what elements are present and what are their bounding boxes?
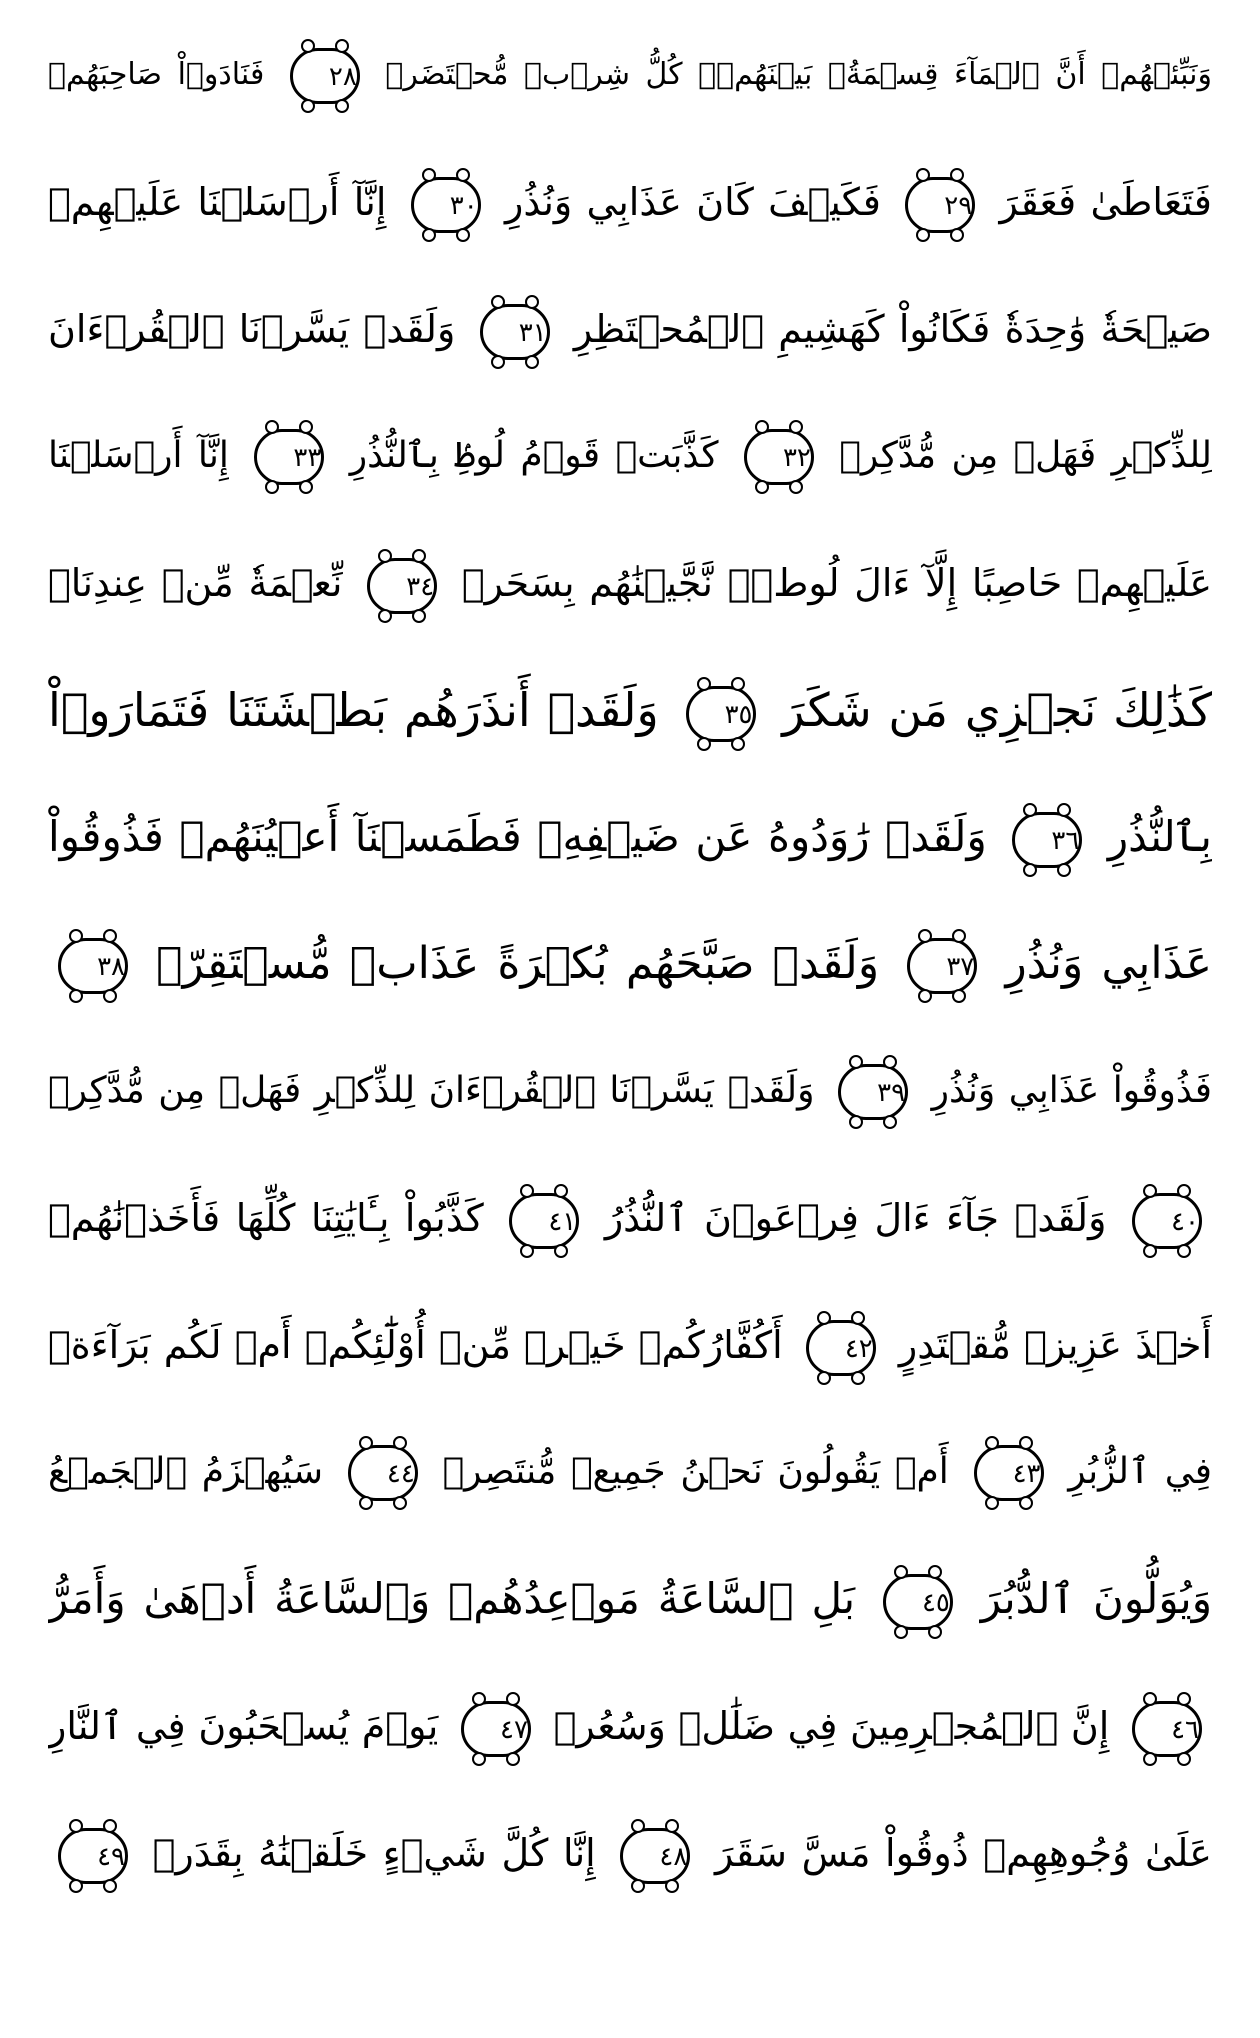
text-line [48, 782, 1212, 892]
verse-text: فَذُوقُواْ عَذَابِي وَنُذُرِ [931, 1070, 1212, 1111]
text-line [48, 655, 1212, 765]
verse-text: عَلَىٰ وُجُوهِهِمۡ ذُوقُواْ مَسَّ سَقَرَ [714, 1831, 1212, 1875]
ayah-number-marker: ٣٥ [686, 686, 756, 742]
ayah-number-marker: ٣٠ [411, 177, 481, 233]
ayah-number-marker: ٣٩ [838, 1064, 908, 1120]
verse-text: فَتَعَاطَىٰ فَعَقَرَ [999, 180, 1212, 224]
ayah-number-marker: ٤٧ [461, 1701, 531, 1757]
verse-text: إِنَّا كُلَّ شَيۡءٍ خَلَقۡنَٰهُ بِقَدَرٖ [152, 1831, 596, 1875]
ayah-number-marker: ٤٩ [58, 1828, 128, 1884]
verse-text: بِٱلنُّذُرِ [1107, 812, 1212, 861]
text-line [48, 528, 1212, 638]
ayah-number-marker: ٤٨ [620, 1828, 690, 1884]
ayah-number-marker: ٣٦ [1012, 812, 1082, 868]
verse-text: وَنَبِّئۡهُمۡ أَنَّ ٱلۡمَآءَ قِسۡمَةُۢ بَيۡنَهُمۡۖ كُلُّ شِرۡبٖ مُّحۡتَضَرٞ [385, 57, 1212, 92]
text-line [48, 1798, 1212, 1908]
ayah-number-marker: ٢٨ [290, 48, 360, 104]
text-line [48, 147, 1212, 257]
verse-text: لِلذِّكۡرِ فَهَلۡ مِن مُّدَّكِرٖ [839, 435, 1212, 476]
text-line [48, 1544, 1212, 1654]
verse-text: فَنَادَوۡاْ صَاحِبَهُمۡ [48, 57, 265, 92]
ayah-number-marker: ٢٩ [905, 177, 975, 233]
ayah-number-marker: ٤٦ [1132, 1701, 1202, 1757]
ayah-number-marker: ٣٢ [744, 429, 814, 485]
verse-text: صَيۡحَةٗ وَٰحِدَةٗ فَكَانُواْ كَهَشِيمِ ٱلۡمُحۡتَظِرِ [573, 307, 1212, 351]
verse-text: أَمۡ يَقُولُونَ نَحۡنُ جَمِيعٞ مُّنتَصِرٞ [442, 1451, 949, 1492]
ayah-number-marker: ٤٥ [883, 1574, 953, 1630]
verse-text: سَيُهۡزَمُ ٱلۡجَمۡعُ [48, 1451, 324, 1492]
verse-text: وَيُوَلُّونَ ٱلدُّبُرَ [980, 1574, 1212, 1623]
verse-text: بَلِ ٱلسَّاعَةُ مَوۡعِدُهُمۡ وَٱلسَّاعَةُ أَدۡهَىٰ وَأَمَرُّ [48, 1574, 856, 1623]
ayah-number-marker: ٣٤ [367, 558, 437, 614]
verse-text: عَلَيۡهِمۡ حَاصِبًا إِلَّآ ءَالَ لُوطٖۖ نَّجَّيۡنَٰهُم بِسَحَرٖ [461, 561, 1212, 605]
verse-text: وَلَقَدۡ أَنذَرَهُم بَطۡشَتَنَا فَتَمَارَوۡاْ [48, 683, 659, 737]
verse-text: وَلَقَدۡ رَٰوَدُوهُ عَن ضَيۡفِهِۦ فَطَمَسۡنَآ أَعۡيُنَهُمۡ فَذُوقُواْ [48, 812, 987, 861]
verse-text: كَذَّبَتۡ قَوۡمُ لُوطِۢ بِٱلنُّذُرِ [349, 435, 719, 476]
text-line [48, 1036, 1212, 1146]
ayah-number-marker: ٣٧ [907, 938, 977, 994]
ayah-number-marker: ٣١ [480, 304, 550, 360]
verse-text: عَذَابِي وَنُذُرِ [1005, 938, 1212, 989]
ayah-number-marker: ٤١ [509, 1193, 579, 1249]
text-line [48, 1671, 1212, 1781]
text-line [48, 1163, 1212, 1273]
text-line [48, 1417, 1212, 1527]
verse-text: إِنَّآ أَرۡسَلۡنَا [48, 435, 229, 476]
verse-text: إِنَّآ أَرۡسَلۡنَا عَلَيۡهِمۡ [48, 180, 387, 224]
ayah-number-marker: ٤٢ [806, 1320, 876, 1376]
text-line [48, 274, 1212, 384]
verse-text: وَلَقَدۡ جَآءَ ءَالَ فِرۡعَوۡنَ ٱلنُّذُرُ [604, 1196, 1107, 1240]
verse-text: فَكَيۡفَ كَانَ عَذَابِي وَنُذُرِ [505, 180, 881, 224]
ayah-number-marker: ٤٣ [974, 1445, 1044, 1501]
ayah-number-marker: ٤٠ [1132, 1193, 1202, 1249]
verse-text: وَلَقَدۡ يَسَّرۡنَا ٱلۡقُرۡءَانَ [48, 307, 456, 351]
text-line [48, 401, 1212, 511]
verse-text: فِي ٱلزُّبُرِ [1068, 1451, 1212, 1492]
verse-text: وَلَقَدۡ يَسَّرۡنَا ٱلۡقُرۡءَانَ لِلذِّكۡرِ فَهَلۡ مِن مُّدَّكِرٖ [48, 1070, 815, 1111]
verse-text: يَوۡمَ يُسۡحَبُونَ فِي ٱلنَّارِ [48, 1704, 439, 1748]
ayah-number-marker: ٣٨ [58, 938, 128, 994]
ayah-number-marker: ٣٣ [254, 429, 324, 485]
text-line [48, 20, 1212, 130]
text-line [48, 909, 1212, 1019]
verse-text: إِنَّ ٱلۡمُجۡرِمِينَ فِي ضَلَٰلٖ وَسُعُرٖ [553, 1704, 1110, 1748]
text-line [48, 1290, 1212, 1400]
verse-text: نِّعۡمَةٗ مِّنۡ عِندِنَاۚ [48, 561, 343, 605]
verse-text: أَكُفَّارُكُمۡ خَيۡرٞ مِّنۡ أُوْلَٰٓئِكُمۡ أَمۡ لَكُم بَرَآءَةٞ [48, 1323, 783, 1367]
verse-text: كَذَٰلِكَ نَجۡزِي مَن شَكَرَ [782, 683, 1212, 737]
verse-text: وَلَقَدۡ صَبَّحَهُم بُكۡرَةً عَذَابٞ مُّسۡتَقِرّٞ [156, 938, 880, 989]
verse-text: أَخۡذَ عَزِيزٖ مُّقۡتَدِرٍ [898, 1323, 1212, 1367]
verse-text: كَذَّبُواْ بِـَٔايَٰتِنَا كُلِّهَا فَأَخَذۡنَٰهُمۡ [48, 1196, 484, 1240]
ayah-number-marker: ٤٤ [348, 1445, 418, 1501]
